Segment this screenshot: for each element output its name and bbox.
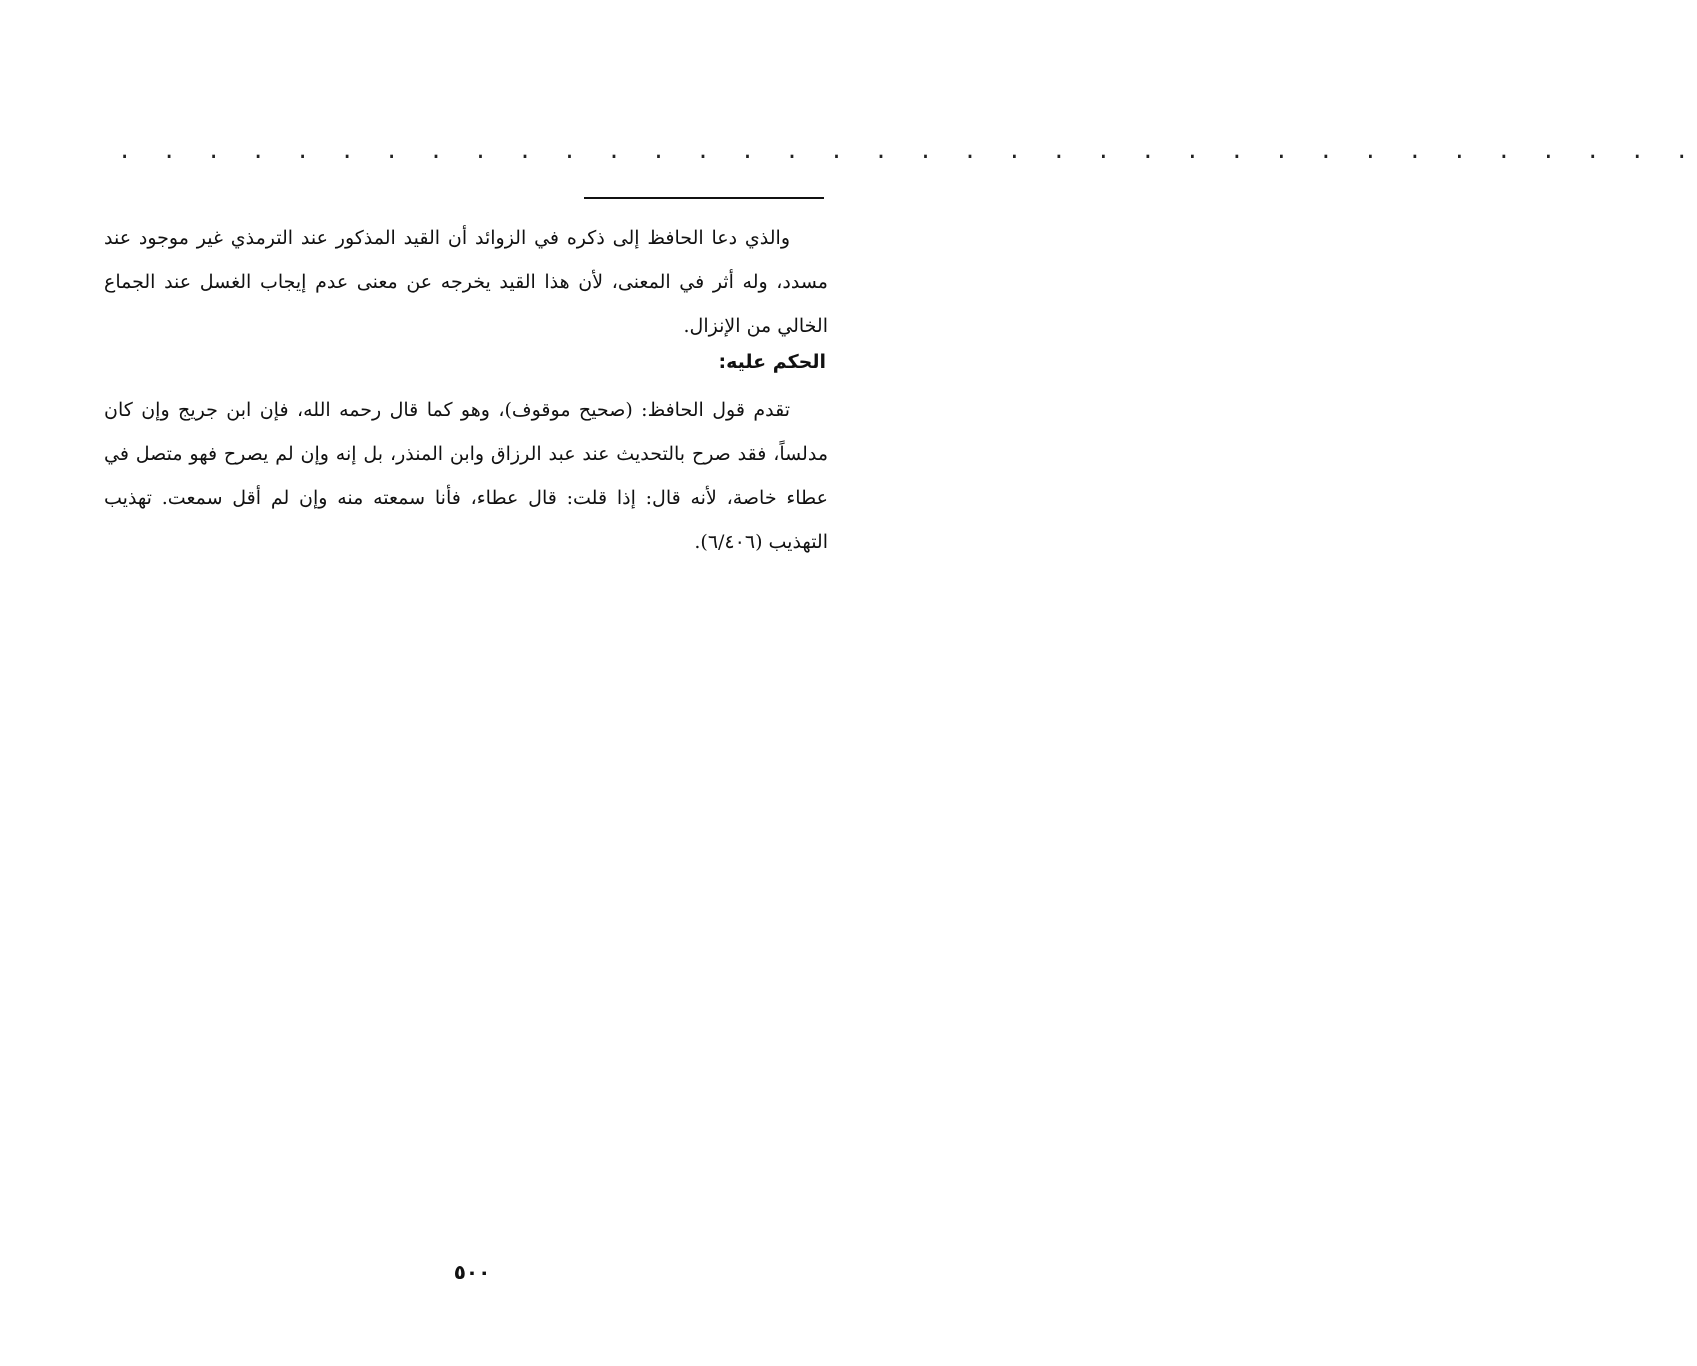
footnote-rule	[584, 197, 824, 199]
dotted-separator: . . . . . . . . . . . . . . . . . . . . . . . . . . . . . . . . . . . .	[118, 139, 1697, 164]
page-number: ٥٠٠	[453, 1260, 491, 1284]
paragraph-1: والذي دعا الحافظ إلى ذكره في الزوائد أن القيد المذكور عند الترمذي غير موجود عند مسدد، وله أثر في المعنى، لأن هذا القيد يخرجه عن معنى عدم إيجاب الغسل عند الجماع الخالي من الإنزال.	[104, 227, 828, 337]
paragraph-2: تقدم قول الحافظ: (صحيح موقوف)، وهو كما قال رحمه الله، فإن ابن جريج وإن كان مدلساً، فقد صرح بالتحديث عند عبد الرزاق وابن المنذر، بل إنه وإن لم يصرح فهو متصل في عطاء خاصة، لأنه قال: إذا قلت: قال عطاء، فأنا سمعته منه وإن لم أقل سمعت. تهذيب التهذيب (٦/٤٠٦).	[104, 399, 828, 553]
section-heading: الحكم عليه:	[718, 351, 826, 373]
